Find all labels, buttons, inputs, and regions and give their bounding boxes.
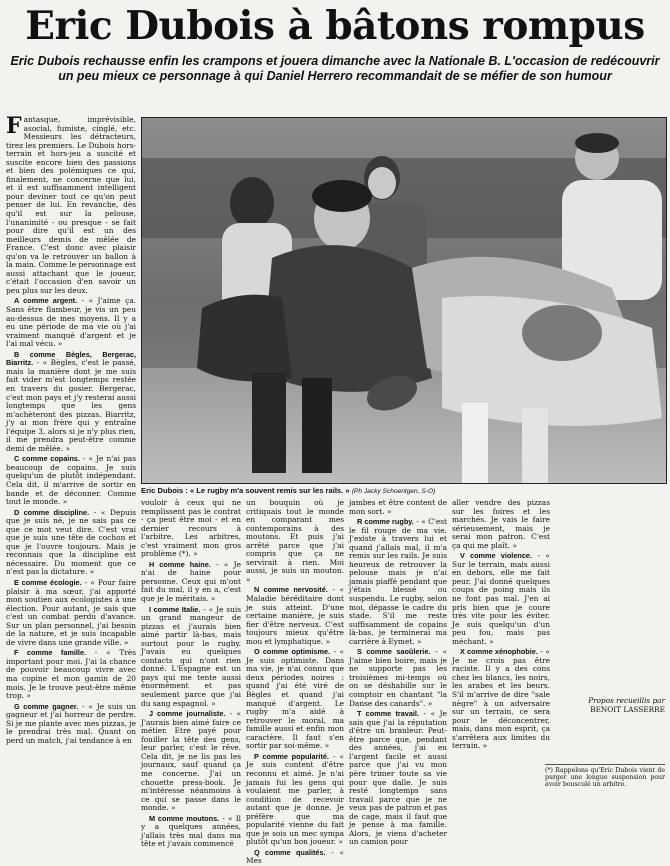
entry-keyword: S comme saoûlerie.	[357, 647, 431, 657]
entry-paragraph	[246, 586, 344, 646]
entry-keyword: Q comme qualités.	[254, 847, 326, 857]
entry-paragraph	[452, 648, 550, 751]
entry-text: - « Bègles, c'est le passé, mais la manière dont je me suis fait vider m'est longtemps restée en travers du gosier. Bergerac, c'est mon pays et j'y resterai aussi longtemps que les gens m'achèteront des pizzas. Biarritz, j'y ai mon frère qui y entraîne l'équipe 3, alors si je n'y plus rien, il me prendra peut-être comme demi de mêlée. »	[6, 358, 136, 453]
entry-text: - « C'est le fil rouge de ma vie. J'existe à travers lui et quand j'allais mal, il m'a remis sur les rails. Je suis heureux de retrouver la pelouse mais je n'ai jamais piaffé pendant que j'étais blessé ou suspendu. Le rugby, selon moi, dépasse le cadre du stade. S'il me reste suffisamment de copains là-bas, je terminerai ma carrière à Eymet. »	[349, 517, 447, 646]
entry-keyword: M comme moutons.	[149, 813, 220, 823]
entry-text: un bouquin où je critiquais tout le monde en comparant mes contemporains à des moutons. Et puis j'ai arrêté parce que j'ai compris que ça ne servirait à rien. Moi aussi, je suis un mouton. »	[246, 498, 344, 584]
entry-paragraph	[246, 753, 344, 847]
entry-keyword: J comme journaliste.	[149, 709, 226, 719]
entry-keyword: G comme gagner.	[14, 701, 79, 711]
byline	[545, 696, 665, 714]
entry-text: - « Depuis que je suis né, je ne sais pas ce que ce mot veut dire. C'est vrai que je suis une tête de cochon et que je l'ouvre toujours. Mais je reconnais que la discipline est nécessaire. Du moment que ce n'est pas la dictature. »	[6, 507, 137, 577]
intro-text: antasque, imprévisible, asocial, fumiste, cinglé, etc. Messieurs les détracteurs, tirez les premiers. Le Dubois hors-terrain et hors-jeu a suscité et suscite encore bien des passions et bien des polémiques ce qui, finalement, ne concerne que lui, et il est suffisamment intelligent pour deviner tout ce qu'on peut penser de lui. En revanche, dès qu'il est sur la pelouse, l'unanimité - ou presque - se fait pour dire qu'il est un des meilleurs demis de mêlée de France. C'est donc avec plaisir qu'on va le retrouver un ballon à la main. Comme le personnage est aussi attachant que le joueur, c'était l'occasion d'en savoir un peu plus sur les deux.	[6, 115, 136, 295]
entry-keyword: E comme écologie.	[14, 577, 82, 587]
entry-paragraph	[6, 703, 136, 746]
entry-paragraph	[452, 552, 550, 646]
entry-paragraph	[6, 297, 136, 348]
entry-keyword: T comme travail.	[357, 709, 419, 719]
entry-keyword: N comme nervosité.	[254, 585, 328, 595]
entry-paragraph	[349, 648, 447, 708]
byline-author: BENOIT LASSERRE	[590, 705, 665, 714]
entry-text: - « Maladie héréditaire dont je suis atteint. D'une certaine manière, je suis fier d'être nerveux. C'est toujours mieux qu'être mou et lymphatique. »	[246, 585, 344, 646]
entry-paragraph	[6, 455, 136, 506]
entry-paragraph	[141, 710, 241, 813]
entry-keyword: H comme haine.	[149, 559, 211, 569]
entry-text: - « Il y a quelques années, j'allais très mal dans ma tête et j'avais commencé	[141, 813, 241, 849]
entry-text: aller vendre des pizzas sur les foires et les marchés. Je vais le faire sérieusement, mais je serai mon patron. C'est ça qui me plaît. »	[452, 498, 550, 550]
entry-paragraph	[141, 606, 241, 709]
entry-paragraph	[6, 579, 136, 647]
entry-text: - « Je ne crois pas être raciste. Il y a des cons chez les blancs, les noirs, les arabes et les beurs. S'il m'arrive de dire "sale nègre" à un adversaire sur un terrain, ce sera pour le déconcentrer, mais, dans mon esprit, ça s'arrêtera aux limites du terrain. »	[452, 647, 550, 751]
entry-text: - « Pour faire plaisir à ma sœur, j'ai apporté mon soutien aux écologistes à une élection. Pour autant, je sais que c'est un combat perdu d'avance. Sur un plan personnel, j'ai besoin de la nature, et je suis incapable de vivre dans une grande ville. »	[6, 577, 136, 647]
entry-paragraph	[349, 710, 447, 847]
entry-text: - « Je n'ai pas beaucoup de copains. Je suis quelqu'un de plutôt indépendant. Cela dit, il m'arrive de sortir en bande et de déconner. Comme tout le monde. »	[6, 454, 136, 507]
rugby-photo	[141, 117, 667, 484]
footnote: (*) Rappelons qu'Eric Dubois vient de purger une longue suspension pour avoir bousculé un arbitre.	[545, 764, 665, 788]
entry-text: - « J'aurais bien aimé faire ce métier. Etre payé pour fouiller la tête des gens, leur parler, c'est le rêve. Cela dit, je ne lis pas les journaux, sauf quand ça me concerne. J'ai un chouette press-book. Je m'intéresse néanmoins à ce qui se passe dans le monde. »	[141, 709, 241, 813]
entry-keyword: B comme Bègles, Bergerac, Biarritz.	[6, 349, 136, 368]
text-column-4	[349, 498, 448, 847]
entry-text: - « Je suis content d'être reconnu et aimé. Je n'ai jamais fui les gens qui voulaient me parler, à condition de recevoir autant que je donne. Je préfère que ma popularité vienne du fait que je sois un mec sympa plutôt qu'un bon joueur. »	[246, 751, 345, 847]
entry-keyword: A comme argent.	[14, 296, 78, 306]
entry-paragraph	[349, 499, 447, 516]
text-column-1	[6, 113, 137, 798]
entry-keyword: X comme xénophobie.	[460, 647, 538, 657]
text-column-5	[452, 498, 551, 751]
entry-keyword: V comme violence.	[460, 551, 532, 561]
entry-text: - « J'aime bien boire, mais je ne supporte pas les troisièmes mi-temps où on se déshabille sur le comptoir en chantant "la Danse des canards". »	[349, 647, 448, 708]
photo-credit: (Ph Jacky Schoentgen, S-O)	[351, 488, 436, 495]
photo-caption	[141, 486, 665, 496]
entry-paragraph	[6, 649, 136, 700]
entry-text: - « Très important pour moi. J'ai la chance de pouvoir beaucoup vivre avec ma copine et mon gamin de 20 mois. Je le trouve peut-être même trop. »	[6, 648, 136, 701]
article-deck: Eric Dubois rechausse enfin les crampons et jouera dimanche avec la Nationale B. L'occasion de redécouvrir un peu mieux ce personnage à qui Daniel Herrero recommandait de se méfier de son humour	[10, 54, 660, 83]
entry-paragraph	[246, 849, 344, 866]
entry-text: jambes et être content de mon sort. »	[349, 498, 447, 516]
text-column-2	[141, 498, 241, 849]
entry-paragraph	[6, 509, 136, 577]
drop-cap: F	[6, 113, 22, 139]
entry-text: - « Je suis un gagneur et j'ai horreur de perdre. Si je me plante avec mes pizzas, je le prendrai très mal. Quant on perd un match, j'ai tendance à en	[6, 701, 136, 745]
entry-text: vouloir à ceux qui ne remplissent pas le contrat - ça peut être moi - et en dernier recours à l'arbitre. Les arbitres, c'est vraiment mon gros problème (*). »	[141, 498, 241, 559]
entry-text: - « Sur le terrain, mais aussi en dehors, elle me fait peur. J'ai donné quelques coups de poing mais ils ne font pas mal. J'en ai pris bien que je coure très vite pour les éviter. Je suis quelqu'un d'un peu fou, mais pas méchant. »	[452, 551, 551, 646]
entry-paragraph	[141, 815, 241, 849]
entry-paragraph	[246, 648, 344, 751]
byline-label: Propos recueillis par	[588, 696, 665, 705]
entry-keyword: I comme Italie.	[149, 604, 201, 614]
intro-paragraph	[6, 113, 136, 295]
entry-paragraph	[6, 351, 136, 454]
entry-paragraph	[349, 518, 447, 646]
entry-paragraph	[141, 561, 241, 604]
entry-keyword: P comme popularité.	[254, 751, 329, 761]
text-column-3	[246, 498, 345, 866]
entry-text: - « Mes	[246, 847, 344, 866]
entry-text: - « Je sais que j'ai la réputation d'être un branleur. Peut-être parce que, pendant des années, j'ai eu l'argent facile et aussi parce que j'ai vu mon père trimer toute sa vie pour que dalle. Je suis resté longtemps sans travail parce que je ne veux pas de patron et pas de cage, mais il faut que je pense à ma famille. Alors, je viens d'acheter un camion pour	[349, 709, 448, 847]
article-title: Eric Dubois à bâtons rompus	[25, 3, 645, 49]
entry-keyword: C comme copains.	[14, 454, 80, 464]
entry-text: - « J'aime ça. Sans être flambeur, je vis un peu au-dessus de mes moyens. Il y a eu une période de ma vie où j'ai vraiment manqué d'argent et je l'ai mal vécu. »	[6, 296, 136, 349]
entry-text: - « Je n'ai de haine pour personne. Ceux qui m'ont fait du mal, il y en a, c'est que je le méritais. »	[141, 559, 241, 604]
caption-text: Eric Dubois : « Le rugby m'a souvent remis sur les rails. »	[141, 486, 350, 495]
entry-paragraph	[246, 499, 344, 584]
entry-keyword: R comme rugby.	[357, 517, 414, 527]
entry-paragraph	[452, 499, 550, 550]
entry-text: - « Je suis un grand mangeur de pizzas et j'aurais bien aimé partir là-bas, mais surtout pour le rugby. J'avais eu quelques contacts qui n'ont rien donné. L'Espagne est un pays qui me tente aussi énormément et pas seulement parce que j'ai du sang espagnol. »	[141, 604, 241, 708]
entry-keyword: O comme optimisme.	[254, 647, 331, 657]
rugby-scrum-image	[142, 118, 666, 483]
entry-paragraph	[141, 499, 241, 559]
entry-keyword: F comme famille.	[14, 648, 87, 658]
entry-keyword: D comme discipline.	[14, 507, 90, 517]
entry-text: - « Je suis optimiste. Dans ma vie, je n'ai connu que deux périodes noires : quand j'ai été viré de Bègles et quand j'ai manqué d'argent. Le rugby m'a aidé à retrouver le moral, ma famille aussi et enfin mon caractère. Il faut s'en sortir par soi-même. »	[246, 647, 344, 751]
